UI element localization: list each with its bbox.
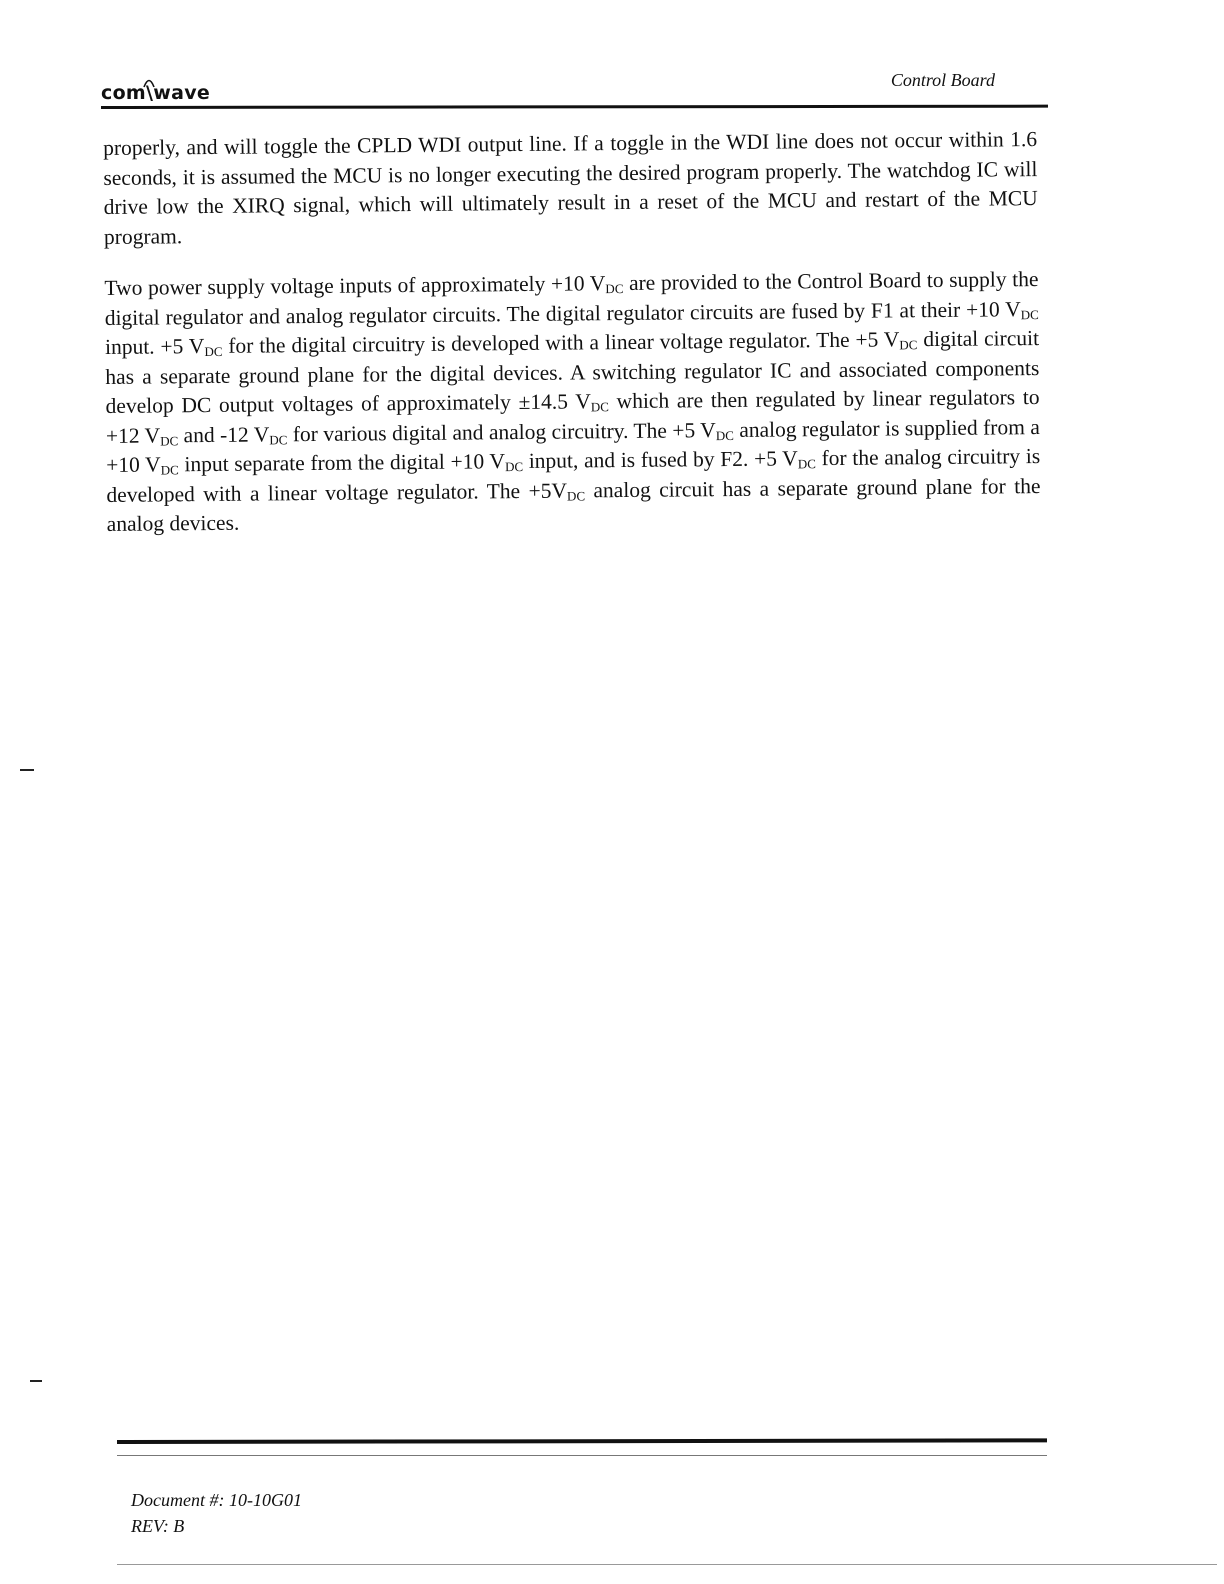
margin-mark bbox=[20, 769, 34, 771]
page-bottom-rule bbox=[117, 1564, 1217, 1565]
header-title: Control Board bbox=[890, 70, 995, 90]
document-number: Document #: 10-10G01 bbox=[131, 1490, 302, 1510]
paragraph-power-supply: Two power supply voltage inputs of approximately +10 $V_{DC}$ are provided to the Control Board to supply the digital regulator and analog regulator circuits. The digital regulator circuits are fused by F1 at their +10 $V_{DC}$ input. +5 $V_{DC}$ for the digital circuitry is developed with a linear voltage regulator. The +5 $V_{DC}$ digital circuit has a separate ground plane for the digital devices. A switching regulator IC and associated components develop DC output voltages of approximately ±14.5 $V_{DC}$ which are then regulated by linear regulators to +12 $V_{DC}$ and -12 $V_{DC}$ for various digital and analog circuitry. The +5 $V_{DC}$ analog regulator is supplied from a +10 $V_{DC}$ input separate from the digital +10 $V_{DC}$ input, and is fused by F2. +5 $V_{DC}$ for the analog circuitry is developed with a linear voltage regulator. The $+5V_{DC}$ analog circuit has a separate ground plane for the analog devices. bbox=[104, 267, 1041, 536]
revision: REV: B bbox=[131, 1516, 185, 1536]
footer-rule-thin bbox=[117, 1455, 1047, 1456]
margin-mark bbox=[30, 1380, 42, 1382]
body-text bbox=[103, 125, 1041, 561]
paragraph-watchdog: properly, and will toggle the CPLD WDI output line. If a toggle in the WDI line does not occur within 1.6 seconds, it is assumed the MCU is no longer executing the desired program properly. The watchdog IC will drive low the XIRQ signal, which will ultimately result in a reset of the MCU and restart of the MCU program. bbox=[103, 127, 1038, 249]
logo-arc-icon bbox=[142, 76, 156, 88]
header-rule bbox=[101, 105, 1048, 109]
comwave-logo: com\wave bbox=[101, 82, 211, 104]
footer-rule bbox=[117, 1438, 1047, 1444]
